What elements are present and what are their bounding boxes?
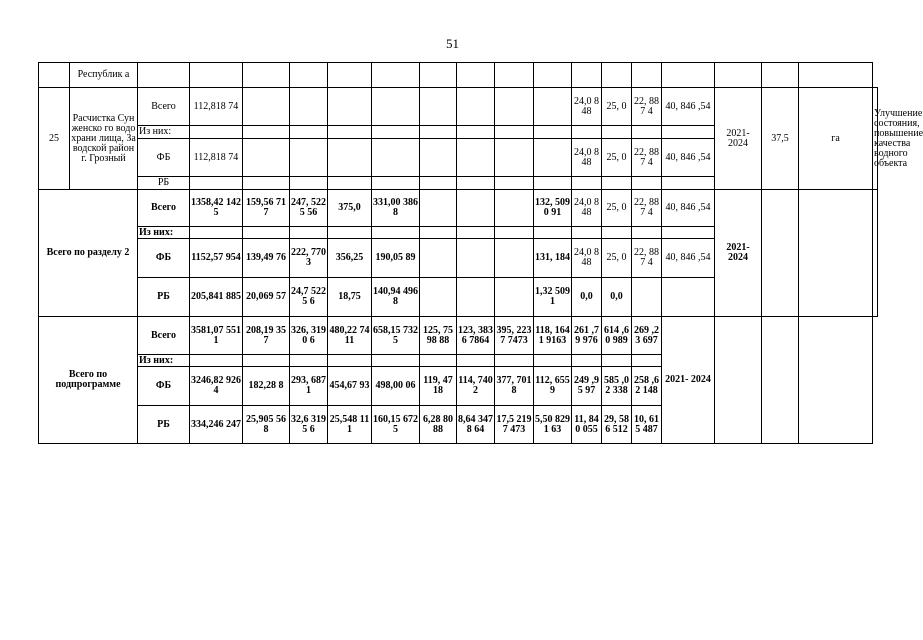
value-cell: 25, 0 — [602, 239, 632, 278]
value-cell: 29, 586 512 — [602, 406, 632, 444]
value-cell: 334,246 247 — [190, 406, 243, 444]
value-cell: 25,905 568 — [243, 406, 290, 444]
value-cell: 480,22 7411 — [328, 317, 372, 355]
value-cell: 22, 887 4 — [632, 190, 662, 227]
value-cell: 24,0 848 — [572, 139, 602, 177]
value-cell: 454,67 93 — [328, 367, 372, 406]
source-label-rb: РБ — [138, 406, 190, 444]
value-cell: 40, 846 ,54 — [662, 239, 715, 278]
value-cell: 585 ,02 338 — [602, 367, 632, 406]
value-cell: 0,0 — [572, 278, 602, 317]
table-row — [39, 88, 878, 126]
value-cell: 208,19 357 — [243, 317, 290, 355]
source-label-total: Всего — [138, 190, 190, 227]
continuation-name-cell: Республик а — [70, 63, 138, 88]
value-cell: 1,32 5091 — [534, 278, 572, 317]
value-cell: 118, 1641 9163 — [534, 317, 572, 355]
measure-name-cell: Расчистка Сунженско го водохрани лища, Заводской район г. Грозный — [70, 88, 138, 190]
value-cell: 40, 846 ,54 — [662, 139, 715, 177]
page-number: 51 — [446, 36, 459, 51]
period-cell: 2021- 2024 — [662, 317, 715, 444]
period-cell: 2021- 2024 — [715, 190, 762, 317]
value-cell: 25,548 111 — [328, 406, 372, 444]
of-which-label: Из них: — [138, 227, 190, 239]
result-cell: Улучшение состояния, повышение качества водного объекта — [873, 88, 878, 190]
source-label-fb: ФБ — [138, 139, 190, 177]
value-cell: 247, 5225 56 — [290, 190, 328, 227]
value-cell: 293, 6871 — [290, 367, 328, 406]
value-cell: 11, 840 055 — [572, 406, 602, 444]
value-cell: 0,0 — [602, 278, 632, 317]
value-cell: 1152,57 954 — [190, 239, 243, 278]
value-cell: 140,94 4968 — [372, 278, 420, 317]
value-cell: 3581,07 5511 — [190, 317, 243, 355]
subprogram-total-title: Всего по подпрограмме — [39, 317, 138, 444]
value-cell: 8,64 3478 64 — [457, 406, 495, 444]
value-cell: 24,0 848 — [572, 190, 602, 227]
value-cell: 1358,42 1425 — [190, 190, 243, 227]
value-cell: 22, 887 4 — [632, 139, 662, 177]
value-cell: 22, 887 4 — [632, 239, 662, 278]
value-cell: 112, 6559 — [534, 367, 572, 406]
value-cell: 40, 846 ,54 — [662, 88, 715, 126]
source-label-total: Всего — [138, 317, 190, 355]
value-cell: 249 ,95 97 — [572, 367, 602, 406]
value-cell: 205,841 885 — [190, 278, 243, 317]
value-cell: 331,00 3868 — [372, 190, 420, 227]
value-cell: 356,25 — [328, 239, 372, 278]
table-row — [39, 190, 878, 227]
value-cell: 269 ,23 697 — [632, 317, 662, 355]
value-cell: 123, 3836 7864 — [457, 317, 495, 355]
value-cell: 20,069 57 — [243, 278, 290, 317]
row-number-cell: 25 — [39, 88, 70, 190]
of-which-label: Из них: — [138, 355, 190, 367]
value-cell: 32,6 3195 6 — [290, 406, 328, 444]
value-cell: 182,28 8 — [243, 367, 290, 406]
value-cell: 190,05 89 — [372, 239, 420, 278]
source-label-fb: ФБ — [138, 367, 190, 406]
value-cell: 377, 7018 — [495, 367, 534, 406]
value-cell: 25, 0 — [602, 88, 632, 126]
value-cell: 5,50 8291 63 — [534, 406, 572, 444]
value-cell: 160,15 6725 — [372, 406, 420, 444]
value-cell: 24,0 848 — [572, 239, 602, 278]
source-label-fb: ФБ — [138, 239, 190, 278]
section-total-title: Всего по разделу 2 — [39, 190, 138, 317]
value-cell: 3246,82 9264 — [190, 367, 243, 406]
value-cell: 159,56 717 — [243, 190, 290, 227]
period-cell: 2021- 2024 — [715, 88, 762, 190]
value-cell: 25, 0 — [602, 190, 632, 227]
table-row — [39, 317, 878, 355]
value-cell: 131, 184 — [534, 239, 572, 278]
value-cell: 119, 4718 — [420, 367, 457, 406]
value-cell: 658,15 7325 — [372, 317, 420, 355]
source-label-rb: РБ — [138, 177, 190, 190]
value-cell: 375,0 — [328, 190, 372, 227]
unit-cell: га — [799, 88, 873, 190]
budget-table — [38, 62, 923, 444]
empty-cell — [39, 63, 70, 88]
value-cell: 10, 615 487 — [632, 406, 662, 444]
source-label-rb: РБ — [138, 278, 190, 317]
value-cell: 139,49 76 — [243, 239, 290, 278]
value-cell: 258 ,62 148 — [632, 367, 662, 406]
value-cell: 125, 7598 88 — [420, 317, 457, 355]
capacity-cell: 37,5 — [762, 88, 799, 190]
value-cell: 222, 7703 — [290, 239, 328, 278]
value-cell: 24,0 848 — [572, 88, 602, 126]
value-cell: 24,7 5225 6 — [290, 278, 328, 317]
value-cell: 326, 3190 6 — [290, 317, 328, 355]
value-cell: 112,818 74 — [190, 139, 243, 177]
value-cell: 40, 846 ,54 — [662, 190, 715, 227]
value-cell: 395, 2237 7473 — [495, 317, 534, 355]
value-cell: 25, 0 — [602, 139, 632, 177]
value-cell: 17,5 2197 473 — [495, 406, 534, 444]
value-cell: 614 ,60 989 — [602, 317, 632, 355]
value-cell: 18,75 — [328, 278, 372, 317]
value-cell: 6,28 8088 — [420, 406, 457, 444]
value-cell: 498,00 06 — [372, 367, 420, 406]
value-cell: 132, 5090 91 — [534, 190, 572, 227]
source-label-total: Всего — [138, 88, 190, 126]
value-cell: 112,818 74 — [190, 88, 243, 126]
value-cell: 22, 887 4 — [632, 88, 662, 126]
of-which-label: Из них: — [138, 126, 190, 139]
table-row — [39, 63, 878, 88]
value-cell: 261 ,79 976 — [572, 317, 602, 355]
value-cell: 114, 7402 — [457, 367, 495, 406]
